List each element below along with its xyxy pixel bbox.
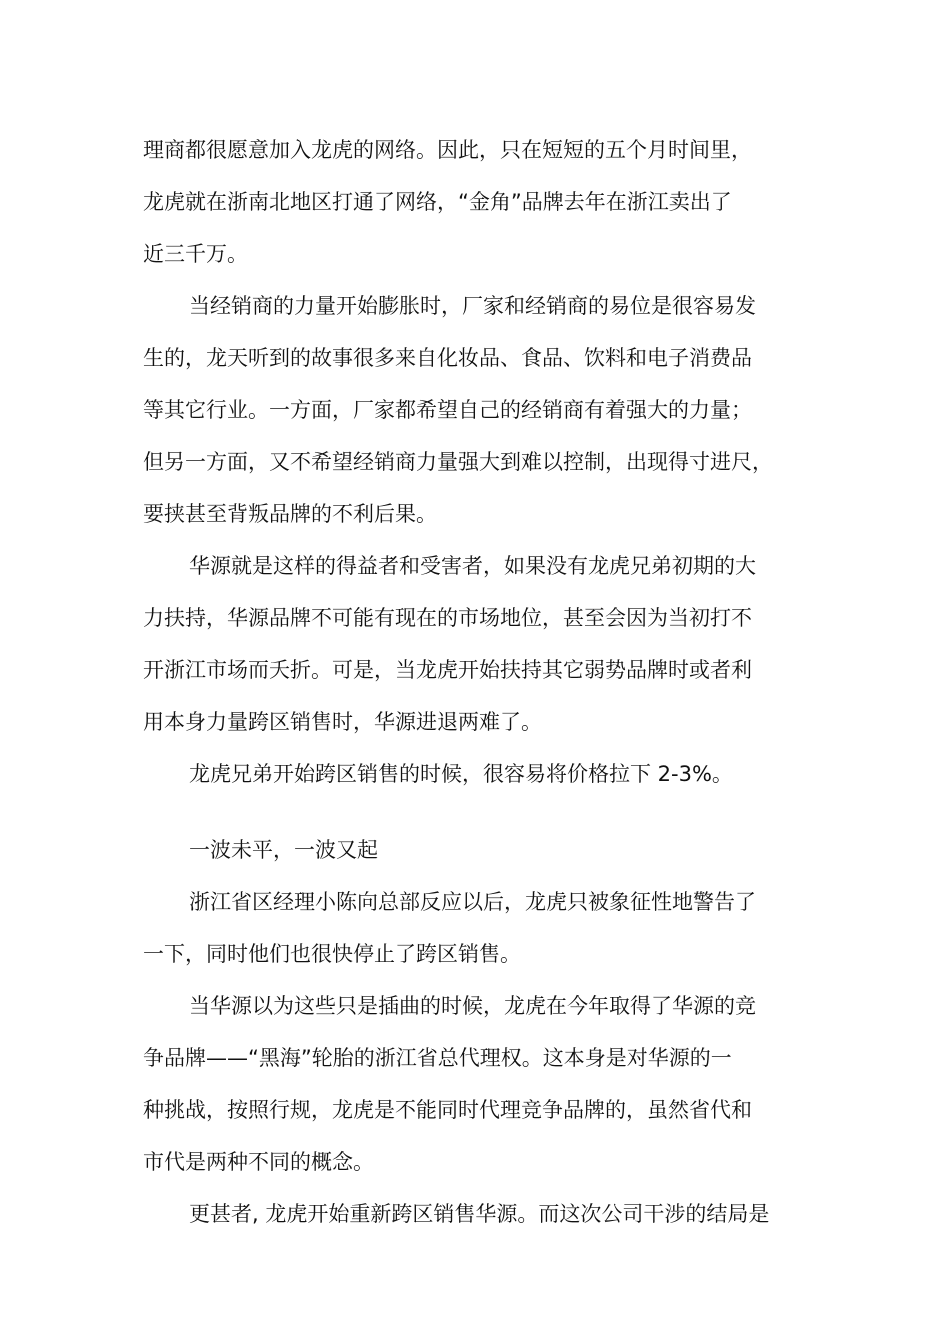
- paragraph-line: 种挑战，按照行规，龙虎是不能同时代理竞争品牌的，虽然省代和: [143, 1098, 752, 1122]
- paragraph-line: 用本身力量跨区销售时，华源进退两难了。: [143, 710, 542, 734]
- section-heading: 一波未平，一波又起: [189, 838, 378, 862]
- paragraph-line: 等其它行业。一方面，厂家都希望自己的经销商有着强大的力量；: [143, 398, 752, 422]
- paragraph-line: 市代是两种不同的概念。: [143, 1150, 374, 1174]
- paragraph-line: 华源就是这样的得益者和受害者，如果没有龙虎兄弟初期的大: [189, 554, 756, 578]
- paragraph-line: 生的，龙天听到的故事很多来自化妆品、食品、饮料和电子消费品: [143, 346, 752, 370]
- paragraph-line: 要挟甚至背叛品牌的不利后果。: [143, 502, 437, 526]
- paragraph-line: 更甚者, 龙虎开始重新跨区销售华源。而这次公司干涉的结局是: [189, 1202, 770, 1226]
- paragraph-line: 力扶持，华源品牌不可能有现在的市场地位，甚至会因为当初打不: [143, 606, 752, 630]
- paragraph-line: 开浙江市场而夭折。可是，当龙虎开始扶持其它弱势品牌时或者利: [143, 658, 752, 682]
- paragraph-line: 理商都很愿意加入龙虎的网络。因此，只在短短的五个月时间里，: [143, 138, 752, 162]
- paragraph-line: 龙虎就在浙南北地区打通了网络，“金角”品牌去年在浙江卖出了: [143, 190, 732, 214]
- paragraph-line: 一下，同时他们也很快停止了跨区销售。: [143, 942, 521, 966]
- paragraph-line: 近三千万。: [143, 242, 248, 266]
- paragraph-line: 当华源以为这些只是插曲的时候，龙虎在今年取得了华源的竞: [189, 994, 756, 1018]
- paragraph-line: 争品牌——“黑海”轮胎的浙江省总代理权。这本身是对华源的一: [143, 1046, 732, 1070]
- paragraph-line: 当经销商的力量开始膨胀时，厂家和经销商的易位是很容易发: [189, 294, 756, 318]
- paragraph-line: 龙虎兄弟开始跨区销售的时候，很容易将价格拉下 2-3%。: [189, 762, 733, 786]
- paragraph-line: 浙江省区经理小陈向总部反应以后，龙虎只被象征性地警告了: [189, 890, 756, 914]
- paragraph-line: 但另一方面，又不希望经销商力量强大到难以控制，出现得寸进尺，: [143, 450, 773, 474]
